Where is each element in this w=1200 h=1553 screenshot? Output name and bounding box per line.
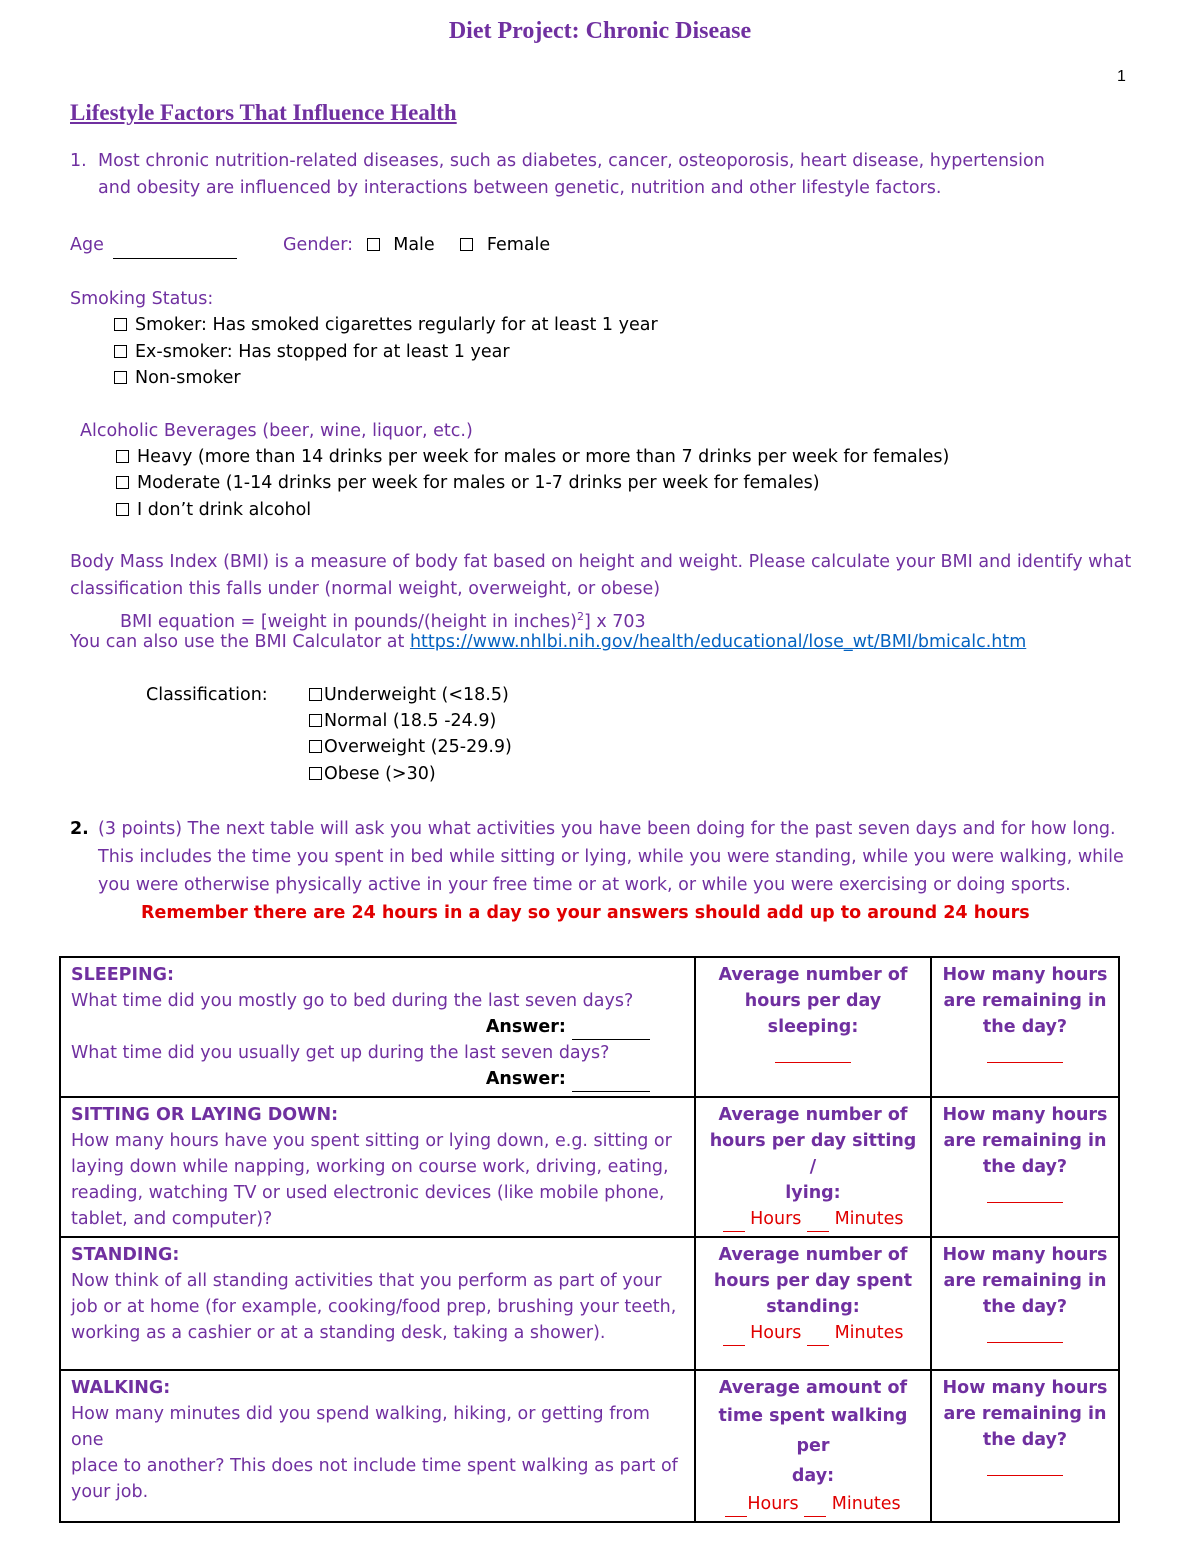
bmi-calculator-text: You can also use the BMI Calculator at bbox=[70, 632, 410, 652]
sitting-average-line-3: lying: bbox=[785, 1183, 841, 1203]
walking-line-2: place to another? This does not include time spent walking as part of bbox=[71, 1456, 678, 1476]
sleeping-remaining-field[interactable] bbox=[987, 1040, 1063, 1063]
question-1-line-1: Most chronic nutrition-related diseases, such as diabetes, cancer, osteoporosis, heart disease, hypertension bbox=[98, 151, 1045, 171]
sleeping-bedtime-answer bbox=[71, 1014, 684, 1040]
classification-label: Classification: bbox=[146, 685, 268, 705]
sitting-line-3: reading, watching TV or used electronic devices (like mobile phone, bbox=[71, 1183, 665, 1203]
remaining-line-3: the day? bbox=[982, 1297, 1068, 1317]
sitting-remaining-field[interactable] bbox=[987, 1180, 1063, 1203]
sitting-minutes-field[interactable] bbox=[807, 1213, 829, 1232]
answer-label: Answer: bbox=[485, 1069, 566, 1089]
smoking-option-smoker bbox=[114, 312, 658, 339]
sitting-average-cell bbox=[695, 1097, 931, 1237]
gender-row bbox=[283, 232, 550, 259]
class-underweight bbox=[309, 682, 509, 709]
remaining-line-3: the day? bbox=[982, 1430, 1068, 1450]
female-checkbox[interactable] bbox=[460, 238, 473, 251]
bmi-equation-end: ] x 703 bbox=[583, 611, 646, 632]
sleeping-remaining-cell bbox=[931, 957, 1119, 1097]
question-2-reminder: Remember there are 24 hours in a day so your answers should add up to around 24 hours bbox=[141, 903, 1030, 923]
question-2-line-2: This includes the time you spent in bed while sitting or lying, while you were standing, while you were walking, while bbox=[98, 847, 1124, 867]
walking-average-line-2: time spent walking per bbox=[718, 1406, 908, 1456]
standing-question-cell bbox=[60, 1237, 695, 1370]
class-normal bbox=[309, 708, 496, 735]
sleeping-average-line-2: hours per day sleeping: bbox=[744, 991, 882, 1037]
bmi-equation-main: BMI equation = [weight in pounds/(height in inches) bbox=[120, 611, 577, 632]
bmi-line-1: Body Mass Index (BMI) is a measure of body fat based on height and weight. Please calculate your BMI and identify what bbox=[70, 552, 1132, 572]
normal-label: Normal (18.5 -24.9) bbox=[324, 711, 497, 731]
page-number: 1 bbox=[1117, 68, 1126, 85]
sleeping-bedtime-question: What time did you mostly go to bed during the last seven days? bbox=[71, 991, 634, 1011]
walking-average-line-1: Average amount of bbox=[718, 1378, 908, 1398]
standing-title: STANDING: bbox=[71, 1245, 180, 1265]
remaining-line-1: How many hours bbox=[942, 965, 1108, 985]
obese-checkbox[interactable] bbox=[309, 767, 322, 780]
table-row-sitting bbox=[60, 1097, 1119, 1237]
walking-line-1: How many minutes did you spend walking, hiking, or getting from one bbox=[71, 1404, 650, 1450]
sitting-average-line-2: hours per day sitting / bbox=[709, 1131, 917, 1177]
standing-average-cell bbox=[695, 1237, 931, 1370]
hours-label: Hours bbox=[750, 1209, 802, 1229]
table-row-standing bbox=[60, 1237, 1119, 1370]
male-label: Male bbox=[393, 235, 435, 255]
table-row-sleeping bbox=[60, 957, 1119, 1097]
walking-title: WALKING: bbox=[71, 1378, 171, 1398]
sitting-line-2: laying down while napping, working on course work, driving, eating, bbox=[71, 1157, 669, 1177]
standing-average-line-1: Average number of bbox=[718, 1245, 908, 1265]
moderate-checkbox[interactable] bbox=[116, 476, 129, 489]
smoker-checkbox[interactable] bbox=[114, 318, 127, 331]
remaining-line-2: are remaining in bbox=[943, 1271, 1107, 1291]
underweight-label: Underweight (<18.5) bbox=[324, 685, 509, 705]
remaining-line-2: are remaining in bbox=[943, 1131, 1107, 1151]
walking-average-line-3: day: bbox=[791, 1466, 835, 1486]
sleeping-wake-question: What time did you usually get up during the last seven days? bbox=[71, 1043, 610, 1063]
standing-hours-field[interactable] bbox=[723, 1327, 745, 1346]
walking-remaining-field[interactable] bbox=[987, 1453, 1063, 1476]
remaining-line-1: How many hours bbox=[942, 1378, 1108, 1398]
bmi-equation-exponent: 2 bbox=[576, 610, 584, 623]
heavy-label: Heavy (more than 14 drinks per week for males or more than 7 drinks per week for females) bbox=[137, 447, 950, 467]
standing-minutes-field[interactable] bbox=[807, 1327, 829, 1346]
minutes-label: Minutes bbox=[834, 1209, 904, 1229]
bedtime-answer-field[interactable] bbox=[572, 1021, 650, 1040]
age-row bbox=[70, 232, 237, 259]
alcohol-option-none bbox=[116, 497, 311, 524]
alcohol-option-moderate bbox=[116, 470, 820, 497]
alcohol-label: Alcoholic Beverages (beer, wine, liquor, etc.) bbox=[80, 421, 473, 441]
question-2-line-1-text: The next table will ask you what activities you have been doing for the past seven days and for how long. bbox=[182, 819, 1116, 839]
smoking-option-non-smoker bbox=[114, 365, 241, 392]
walking-hours-field[interactable] bbox=[725, 1498, 747, 1517]
smoking-option-ex-smoker bbox=[114, 339, 510, 366]
standing-line-3: working as a cashier or at a standing desk, taking a shower). bbox=[71, 1323, 606, 1343]
walking-question-cell bbox=[60, 1370, 695, 1522]
walking-minutes-field[interactable] bbox=[804, 1498, 826, 1517]
sitting-line-1: How many hours have you spent sitting or lying down, e.g. sitting or bbox=[71, 1131, 672, 1151]
class-obese bbox=[309, 761, 436, 788]
question-2-line-3: you were otherwise physically active in your free time or at work, or while you were exercising or doing sports. bbox=[98, 875, 1071, 895]
obese-label: Obese (>30) bbox=[324, 764, 436, 784]
question-1-line-2: and obesity are influenced by interactions between genetic, nutrition and other lifestyle factors. bbox=[98, 178, 942, 198]
question-2-points: (3 points) bbox=[98, 819, 183, 839]
page-title: Diet Project: Chronic Disease bbox=[448, 18, 752, 44]
sleeping-wake-answer bbox=[71, 1066, 684, 1092]
class-overweight bbox=[309, 734, 512, 761]
bmi-calculator-link[interactable]: https://www.nhlbi.nih.gov/health/educational/lose_wt/BMI/bmicalc.htm bbox=[409, 632, 1027, 652]
standing-line-1: Now think of all standing activities that you perform as part of your bbox=[71, 1271, 662, 1291]
standing-remaining-cell bbox=[931, 1237, 1119, 1370]
no-alcohol-label: I don’t drink alcohol bbox=[137, 500, 312, 520]
question-2-line-1 bbox=[98, 816, 1116, 843]
non-smoker-label: Non-smoker bbox=[135, 368, 241, 388]
walking-remaining-cell bbox=[931, 1370, 1119, 1522]
sleeping-title: SLEEPING: bbox=[71, 965, 175, 985]
underweight-checkbox[interactable] bbox=[309, 688, 322, 701]
sitting-remaining-cell bbox=[931, 1097, 1119, 1237]
wake-answer-field[interactable] bbox=[572, 1073, 650, 1092]
female-label: Female bbox=[486, 235, 551, 255]
remaining-line-3: the day? bbox=[982, 1157, 1068, 1177]
ex-smoker-checkbox[interactable] bbox=[114, 345, 127, 358]
smoking-label: Smoking Status: bbox=[70, 289, 214, 309]
sleeping-average-line-1: Average number of bbox=[718, 965, 908, 985]
sitting-title: SITTING OR LAYING DOWN: bbox=[71, 1105, 339, 1125]
question-1-number: 1. bbox=[70, 151, 87, 171]
minutes-label: Minutes bbox=[831, 1494, 901, 1514]
male-checkbox[interactable] bbox=[367, 238, 380, 251]
standing-average-line-2: hours per day spent bbox=[713, 1271, 913, 1291]
alcohol-option-heavy bbox=[116, 444, 949, 471]
bmi-calculator-line bbox=[70, 629, 1026, 656]
question-2-number: 2. bbox=[70, 819, 89, 839]
remaining-line-2: are remaining in bbox=[943, 991, 1107, 1011]
remaining-line-3: the day? bbox=[982, 1017, 1068, 1037]
walking-average-cell bbox=[695, 1370, 931, 1522]
smoker-label: Smoker: Has smoked cigarettes regularly for at least 1 year bbox=[135, 315, 658, 335]
standing-hours-minutes bbox=[706, 1320, 920, 1346]
sitting-average-line-1: Average number of bbox=[718, 1105, 908, 1125]
age-field[interactable] bbox=[113, 240, 237, 259]
no-alcohol-checkbox[interactable] bbox=[116, 503, 129, 516]
overweight-checkbox[interactable] bbox=[309, 740, 322, 753]
age-label: Age bbox=[70, 235, 104, 255]
remaining-line-2: are remaining in bbox=[943, 1404, 1107, 1424]
non-smoker-checkbox[interactable] bbox=[114, 371, 127, 384]
activity-table bbox=[59, 956, 1120, 1523]
answer-label: Answer: bbox=[485, 1017, 566, 1037]
ex-smoker-label: Ex-smoker: Has stopped for at least 1 year bbox=[135, 342, 510, 362]
minutes-label: Minutes bbox=[834, 1323, 904, 1343]
heavy-checkbox[interactable] bbox=[116, 450, 129, 463]
walking-hours-minutes bbox=[706, 1491, 920, 1517]
sitting-hours-field[interactable] bbox=[723, 1213, 745, 1232]
walking-line-3: your job. bbox=[71, 1482, 149, 1502]
remaining-line-1: How many hours bbox=[942, 1245, 1108, 1265]
bmi-line-2: classification this falls under (normal weight, overweight, or obese) bbox=[70, 579, 661, 599]
hours-label: Hours bbox=[750, 1323, 802, 1343]
hours-label: Hours bbox=[747, 1494, 799, 1514]
standing-remaining-field[interactable] bbox=[987, 1320, 1063, 1343]
normal-checkbox[interactable] bbox=[309, 714, 322, 727]
section-heading: Lifestyle Factors That Influence Health bbox=[70, 100, 457, 125]
sleeping-question-cell bbox=[60, 957, 695, 1097]
sitting-question-cell bbox=[60, 1097, 695, 1237]
moderate-label: Moderate (1-14 drinks per week for males or 1-7 drinks per week for females) bbox=[137, 473, 820, 493]
gender-label: Gender: bbox=[283, 235, 354, 255]
remaining-line-1: How many hours bbox=[942, 1105, 1108, 1125]
table-row-walking bbox=[60, 1370, 1119, 1522]
sitting-hours-minutes bbox=[706, 1206, 920, 1232]
sleeping-average-cell bbox=[695, 957, 931, 1097]
sitting-line-4: tablet, and computer)? bbox=[71, 1209, 273, 1229]
sleeping-hours-field[interactable] bbox=[775, 1040, 851, 1063]
standing-line-2: job or at home (for example, cooking/food prep, brushing your teeth, bbox=[71, 1297, 677, 1317]
overweight-label: Overweight (25-29.9) bbox=[324, 737, 512, 757]
standing-average-line-3: standing: bbox=[766, 1297, 860, 1317]
